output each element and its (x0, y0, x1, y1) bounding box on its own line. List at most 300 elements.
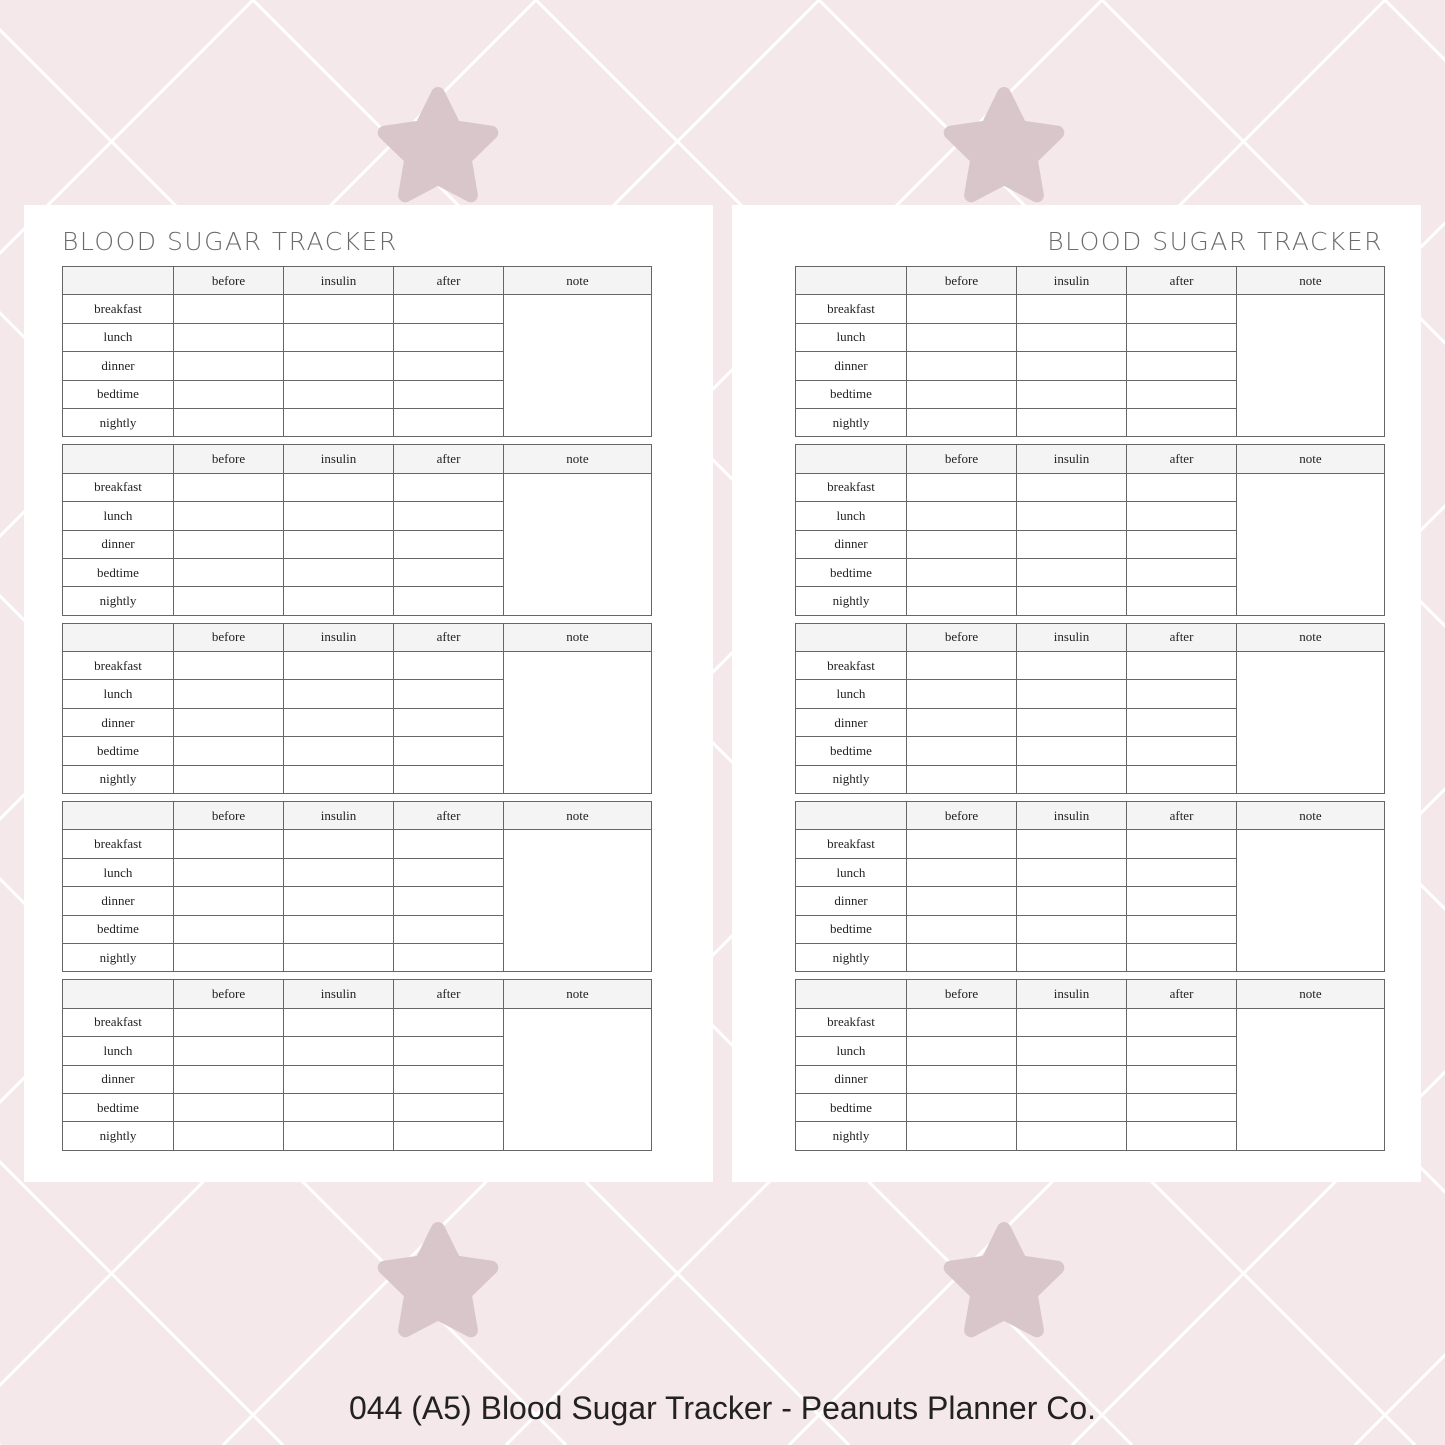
entry-cell-insulin[interactable] (1017, 1065, 1127, 1093)
column-header-before: before (907, 267, 1017, 295)
entry-cell-before[interactable] (907, 323, 1017, 351)
header-row (63, 445, 652, 473)
entry-cell-insulin[interactable] (1017, 473, 1127, 501)
row-label-breakfast: breakfast (63, 473, 174, 501)
entry-cell-insulin[interactable] (1017, 1093, 1127, 1121)
entry-cell-after[interactable] (394, 558, 504, 586)
table-row (63, 295, 652, 323)
entry-cell-insulin[interactable] (284, 1093, 394, 1121)
entry-cell-after[interactable] (394, 1037, 504, 1065)
row-label-dinner: dinner (796, 887, 907, 915)
corner-header (796, 445, 907, 473)
entry-cell-insulin[interactable] (1017, 1008, 1127, 1036)
entry-cell-insulin[interactable] (284, 680, 394, 708)
note-cell[interactable] (1237, 1008, 1385, 1150)
row-label-breakfast: breakfast (63, 830, 174, 858)
table-row (796, 295, 1385, 323)
entry-cell-before[interactable] (174, 887, 284, 915)
column-header-before: before (174, 980, 284, 1008)
entry-cell-before[interactable] (907, 858, 1017, 886)
entry-cell-after[interactable] (1127, 858, 1237, 886)
table-row (796, 1008, 1385, 1036)
row-label-dinner: dinner (796, 1065, 907, 1093)
entry-cell-insulin[interactable] (284, 915, 394, 943)
entry-cell-after[interactable] (394, 737, 504, 765)
page-title: BLOOD SUGAR TRACKER (62, 227, 398, 256)
row-label-breakfast: breakfast (796, 652, 907, 680)
row-label-lunch: lunch (63, 1037, 174, 1065)
entry-cell-insulin[interactable] (284, 530, 394, 558)
entry-cell-insulin[interactable] (284, 765, 394, 793)
tracker-tables (795, 266, 1385, 1158)
entry-cell-before[interactable] (907, 530, 1017, 558)
entry-cell-insulin[interactable] (1017, 708, 1127, 736)
row-label-lunch: lunch (63, 858, 174, 886)
entry-cell-before[interactable] (907, 408, 1017, 436)
entry-cell-after[interactable] (394, 1093, 504, 1121)
entry-cell-before[interactable] (907, 502, 1017, 530)
column-header-after: after (394, 802, 504, 830)
entry-cell-insulin[interactable] (284, 1122, 394, 1150)
entry-cell-before[interactable] (174, 680, 284, 708)
column-header-note: note (1237, 445, 1385, 473)
entry-cell-insulin[interactable] (284, 887, 394, 915)
entry-cell-after[interactable] (394, 502, 504, 530)
entry-cell-before[interactable] (907, 1037, 1017, 1065)
entry-cell-before[interactable] (907, 1008, 1017, 1036)
entry-cell-after[interactable] (1127, 915, 1237, 943)
row-label-nightly: nightly (63, 765, 174, 793)
entry-cell-before[interactable] (907, 737, 1017, 765)
entry-cell-before[interactable] (907, 1065, 1017, 1093)
entry-cell-after[interactable] (394, 1122, 504, 1150)
corner-header (63, 267, 174, 295)
entry-cell-before[interactable] (174, 858, 284, 886)
row-label-bedtime: bedtime (796, 737, 907, 765)
entry-cell-after[interactable] (394, 652, 504, 680)
entry-cell-after[interactable] (394, 830, 504, 858)
entry-cell-after[interactable] (1127, 587, 1237, 615)
entry-cell-before[interactable] (907, 380, 1017, 408)
row-label-dinner: dinner (63, 887, 174, 915)
row-label-breakfast: breakfast (63, 1008, 174, 1036)
tracker-table (795, 266, 1385, 437)
entry-cell-before[interactable] (174, 587, 284, 615)
row-label-lunch: lunch (796, 858, 907, 886)
entry-cell-after[interactable] (1127, 323, 1237, 351)
column-header-before: before (174, 623, 284, 651)
row-label-dinner: dinner (63, 1065, 174, 1093)
entry-cell-after[interactable] (1127, 708, 1237, 736)
entry-cell-insulin[interactable] (284, 943, 394, 971)
row-label-bedtime: bedtime (63, 1093, 174, 1121)
entry-cell-after[interactable] (1127, 765, 1237, 793)
column-header-note: note (1237, 623, 1385, 651)
entry-cell-insulin[interactable] (1017, 943, 1127, 971)
row-label-lunch: lunch (796, 502, 907, 530)
note-cell[interactable] (1237, 652, 1385, 794)
column-header-insulin: insulin (284, 802, 394, 830)
corner-header (63, 445, 174, 473)
entry-cell-insulin[interactable] (284, 1008, 394, 1036)
row-label-dinner: dinner (63, 708, 174, 736)
entry-cell-before[interactable] (907, 915, 1017, 943)
corner-header (796, 267, 907, 295)
entry-cell-before[interactable] (174, 530, 284, 558)
column-header-insulin: insulin (284, 267, 394, 295)
column-header-insulin: insulin (1017, 623, 1127, 651)
row-label-nightly: nightly (63, 408, 174, 436)
entry-cell-before[interactable] (174, 380, 284, 408)
entry-cell-after[interactable] (1127, 1037, 1237, 1065)
entry-cell-before[interactable] (174, 502, 284, 530)
header-row (63, 980, 652, 1008)
column-header-insulin: insulin (284, 623, 394, 651)
entry-cell-insulin[interactable] (1017, 558, 1127, 586)
column-header-after: after (1127, 980, 1237, 1008)
entry-cell-before[interactable] (174, 652, 284, 680)
row-label-lunch: lunch (796, 1037, 907, 1065)
entry-cell-insulin[interactable] (1017, 352, 1127, 380)
entry-cell-before[interactable] (907, 765, 1017, 793)
row-label-nightly: nightly (63, 587, 174, 615)
entry-cell-after[interactable] (1127, 680, 1237, 708)
header-row (63, 267, 652, 295)
row-label-breakfast: breakfast (796, 295, 907, 323)
entry-cell-after[interactable] (394, 530, 504, 558)
column-header-before: before (174, 802, 284, 830)
entry-cell-before[interactable] (907, 587, 1017, 615)
column-header-insulin: insulin (284, 980, 394, 1008)
entry-cell-before[interactable] (174, 408, 284, 436)
entry-cell-after[interactable] (394, 708, 504, 736)
column-header-note: note (1237, 267, 1385, 295)
entry-cell-insulin[interactable] (284, 408, 394, 436)
row-label-dinner: dinner (796, 530, 907, 558)
note-cell[interactable] (1237, 473, 1385, 615)
entry-cell-after[interactable] (394, 887, 504, 915)
table-row (63, 652, 652, 680)
entry-cell-before[interactable] (174, 1008, 284, 1036)
entry-cell-after[interactable] (394, 473, 504, 501)
entry-cell-after[interactable] (394, 323, 504, 351)
entry-cell-insulin[interactable] (1017, 323, 1127, 351)
row-label-lunch: lunch (63, 323, 174, 351)
row-label-bedtime: bedtime (63, 737, 174, 765)
entry-cell-insulin[interactable] (1017, 737, 1127, 765)
column-header-insulin: insulin (1017, 980, 1127, 1008)
note-cell[interactable] (504, 295, 652, 437)
row-label-breakfast: breakfast (796, 1008, 907, 1036)
entry-cell-before[interactable] (174, 295, 284, 323)
row-label-dinner: dinner (796, 352, 907, 380)
row-label-dinner: dinner (63, 352, 174, 380)
tracker-table (62, 801, 652, 972)
entry-cell-insulin[interactable] (1017, 652, 1127, 680)
column-header-after: after (394, 980, 504, 1008)
entry-cell-after[interactable] (1127, 737, 1237, 765)
note-cell[interactable] (504, 1008, 652, 1150)
table-row (63, 1008, 652, 1036)
entry-cell-insulin[interactable] (1017, 915, 1127, 943)
entry-cell-after[interactable] (394, 352, 504, 380)
header-row (796, 623, 1385, 651)
entry-cell-after[interactable] (394, 1065, 504, 1093)
row-label-nightly: nightly (796, 765, 907, 793)
entry-cell-insulin[interactable] (1017, 1122, 1127, 1150)
column-header-insulin: insulin (1017, 267, 1127, 295)
column-header-before: before (174, 267, 284, 295)
corner-header (796, 980, 907, 1008)
entry-cell-after[interactable] (1127, 652, 1237, 680)
entry-cell-before[interactable] (907, 830, 1017, 858)
entry-cell-insulin[interactable] (284, 830, 394, 858)
entry-cell-insulin[interactable] (284, 295, 394, 323)
entry-cell-after[interactable] (1127, 380, 1237, 408)
row-label-lunch: lunch (796, 323, 907, 351)
entry-cell-after[interactable] (394, 380, 504, 408)
entry-cell-before[interactable] (907, 943, 1017, 971)
entry-cell-before[interactable] (174, 352, 284, 380)
column-header-before: before (174, 445, 284, 473)
row-label-bedtime: bedtime (796, 380, 907, 408)
corner-header (796, 623, 907, 651)
entry-cell-after[interactable] (394, 765, 504, 793)
column-header-note: note (504, 267, 652, 295)
entry-cell-before[interactable] (907, 652, 1017, 680)
entry-cell-insulin[interactable] (284, 587, 394, 615)
row-label-lunch: lunch (63, 502, 174, 530)
entry-cell-before[interactable] (174, 558, 284, 586)
row-label-lunch: lunch (63, 680, 174, 708)
header-row (796, 267, 1385, 295)
row-label-nightly: nightly (63, 943, 174, 971)
tracker-table (62, 623, 652, 794)
star-icon (951, 94, 1058, 195)
row-label-breakfast: breakfast (796, 830, 907, 858)
note-cell[interactable] (504, 830, 652, 972)
product-caption: 044 (A5) Blood Sugar Tracker - Peanuts Planner Co. (348, 1390, 1097, 1426)
note-cell[interactable] (504, 652, 652, 794)
column-header-after: after (1127, 623, 1237, 651)
column-header-after: after (1127, 802, 1237, 830)
column-header-note: note (504, 802, 652, 830)
header-row (63, 802, 652, 830)
entry-cell-insulin[interactable] (1017, 765, 1127, 793)
tracker-table (62, 266, 652, 437)
entry-cell-insulin[interactable] (1017, 587, 1127, 615)
entry-cell-before[interactable] (907, 473, 1017, 501)
entry-cell-insulin[interactable] (1017, 530, 1127, 558)
entry-cell-before[interactable] (907, 680, 1017, 708)
entry-cell-insulin[interactable] (1017, 858, 1127, 886)
entry-cell-insulin[interactable] (1017, 408, 1127, 436)
entry-cell-before[interactable] (907, 887, 1017, 915)
entry-cell-insulin[interactable] (284, 473, 394, 501)
entry-cell-after[interactable] (394, 587, 504, 615)
entry-cell-insulin[interactable] (1017, 680, 1127, 708)
row-label-breakfast: breakfast (796, 473, 907, 501)
entry-cell-insulin[interactable] (284, 558, 394, 586)
planner-page-left (24, 205, 713, 1182)
note-cell[interactable] (504, 473, 652, 615)
entry-cell-insulin[interactable] (1017, 295, 1127, 323)
corner-header (63, 623, 174, 651)
row-label-bedtime: bedtime (796, 1093, 907, 1121)
entry-cell-before[interactable] (174, 1093, 284, 1121)
entry-cell-after[interactable] (1127, 352, 1237, 380)
entry-cell-insulin[interactable] (284, 737, 394, 765)
entry-cell-insulin[interactable] (284, 652, 394, 680)
entry-cell-after[interactable] (1127, 1008, 1237, 1036)
row-label-bedtime: bedtime (796, 558, 907, 586)
entry-cell-insulin[interactable] (284, 1037, 394, 1065)
corner-header (63, 980, 174, 1008)
column-header-note: note (504, 980, 652, 1008)
note-cell[interactable] (1237, 295, 1385, 437)
entry-cell-before[interactable] (174, 830, 284, 858)
star-icon (385, 94, 492, 195)
entry-cell-after[interactable] (1127, 473, 1237, 501)
entry-cell-insulin[interactable] (1017, 1037, 1127, 1065)
entry-cell-after[interactable] (394, 295, 504, 323)
column-header-insulin: insulin (1017, 802, 1127, 830)
entry-cell-before[interactable] (907, 558, 1017, 586)
entry-cell-insulin[interactable] (284, 1065, 394, 1093)
tracker-tables (62, 266, 652, 1158)
column-header-before: before (907, 623, 1017, 651)
entry-cell-insulin[interactable] (284, 708, 394, 736)
star-icon (951, 1229, 1058, 1330)
tracker-table (795, 623, 1385, 794)
header-row (63, 623, 652, 651)
row-label-bedtime: bedtime (63, 915, 174, 943)
table-row (63, 830, 652, 858)
entry-cell-after[interactable] (394, 858, 504, 886)
tracker-table (62, 444, 652, 615)
column-header-after: after (1127, 267, 1237, 295)
note-cell[interactable] (1237, 830, 1385, 972)
corner-header (796, 802, 907, 830)
entry-cell-before[interactable] (174, 1065, 284, 1093)
row-label-nightly: nightly (796, 408, 907, 436)
entry-cell-before[interactable] (174, 765, 284, 793)
row-label-nightly: nightly (796, 587, 907, 615)
entry-cell-after[interactable] (394, 408, 504, 436)
row-label-bedtime: bedtime (63, 558, 174, 586)
entry-cell-after[interactable] (1127, 295, 1237, 323)
entry-cell-after[interactable] (1127, 530, 1237, 558)
entry-cell-after[interactable] (394, 915, 504, 943)
entry-cell-after[interactable] (1127, 1065, 1237, 1093)
entry-cell-after[interactable] (1127, 1093, 1237, 1121)
page-title: BLOOD SUGAR TRACKER (1047, 227, 1383, 256)
entry-cell-after[interactable] (394, 1008, 504, 1036)
entry-cell-before[interactable] (907, 295, 1017, 323)
header-row (796, 980, 1385, 1008)
column-header-before: before (907, 802, 1017, 830)
entry-cell-after[interactable] (1127, 502, 1237, 530)
entry-cell-insulin[interactable] (284, 858, 394, 886)
row-label-nightly: nightly (796, 1122, 907, 1150)
entry-cell-after[interactable] (1127, 943, 1237, 971)
entry-cell-after[interactable] (1127, 558, 1237, 586)
entry-cell-after[interactable] (1127, 1122, 1237, 1150)
row-label-bedtime: bedtime (63, 380, 174, 408)
entry-cell-before[interactable] (174, 915, 284, 943)
entry-cell-insulin[interactable] (284, 323, 394, 351)
entry-cell-before[interactable] (174, 1122, 284, 1150)
tracker-table (62, 979, 652, 1150)
row-label-nightly: nightly (63, 1122, 174, 1150)
entry-cell-before[interactable] (174, 323, 284, 351)
column-header-note: note (1237, 980, 1385, 1008)
entry-cell-before[interactable] (907, 352, 1017, 380)
row-label-dinner: dinner (63, 530, 174, 558)
entry-cell-before[interactable] (174, 943, 284, 971)
header-row (796, 445, 1385, 473)
column-header-before: before (907, 980, 1017, 1008)
entry-cell-insulin[interactable] (1017, 887, 1127, 915)
entry-cell-before[interactable] (174, 737, 284, 765)
entry-cell-after[interactable] (1127, 887, 1237, 915)
entry-cell-before[interactable] (907, 1122, 1017, 1150)
entry-cell-after[interactable] (394, 943, 504, 971)
entry-cell-insulin[interactable] (284, 380, 394, 408)
table-row (796, 473, 1385, 501)
table-row (796, 830, 1385, 858)
entry-cell-insulin[interactable] (1017, 502, 1127, 530)
row-label-breakfast: breakfast (63, 295, 174, 323)
entry-cell-after[interactable] (394, 680, 504, 708)
tracker-table (795, 979, 1385, 1150)
row-label-nightly: nightly (796, 943, 907, 971)
row-label-breakfast: breakfast (63, 652, 174, 680)
row-label-bedtime: bedtime (796, 915, 907, 943)
tracker-table (795, 444, 1385, 615)
tracker-table (795, 801, 1385, 972)
planner-page-right (732, 205, 1421, 1182)
entry-cell-before[interactable] (174, 708, 284, 736)
star-icon (385, 1229, 492, 1330)
entry-cell-before[interactable] (907, 1093, 1017, 1121)
table-row (796, 652, 1385, 680)
column-header-after: after (394, 445, 504, 473)
table-row (63, 473, 652, 501)
entry-cell-insulin[interactable] (284, 352, 394, 380)
column-header-note: note (504, 623, 652, 651)
corner-header (63, 802, 174, 830)
entry-cell-after[interactable] (1127, 830, 1237, 858)
column-header-insulin: insulin (284, 445, 394, 473)
column-header-note: note (504, 445, 652, 473)
column-header-after: after (1127, 445, 1237, 473)
column-header-before: before (907, 445, 1017, 473)
entry-cell-insulin[interactable] (284, 502, 394, 530)
entry-cell-insulin[interactable] (1017, 380, 1127, 408)
entry-cell-before[interactable] (174, 1037, 284, 1065)
header-row (796, 802, 1385, 830)
row-label-dinner: dinner (796, 708, 907, 736)
entry-cell-insulin[interactable] (1017, 830, 1127, 858)
entry-cell-after[interactable] (1127, 408, 1237, 436)
column-header-insulin: insulin (1017, 445, 1127, 473)
column-header-note: note (1237, 802, 1385, 830)
entry-cell-before[interactable] (907, 708, 1017, 736)
row-label-lunch: lunch (796, 680, 907, 708)
entry-cell-before[interactable] (174, 473, 284, 501)
column-header-after: after (394, 267, 504, 295)
